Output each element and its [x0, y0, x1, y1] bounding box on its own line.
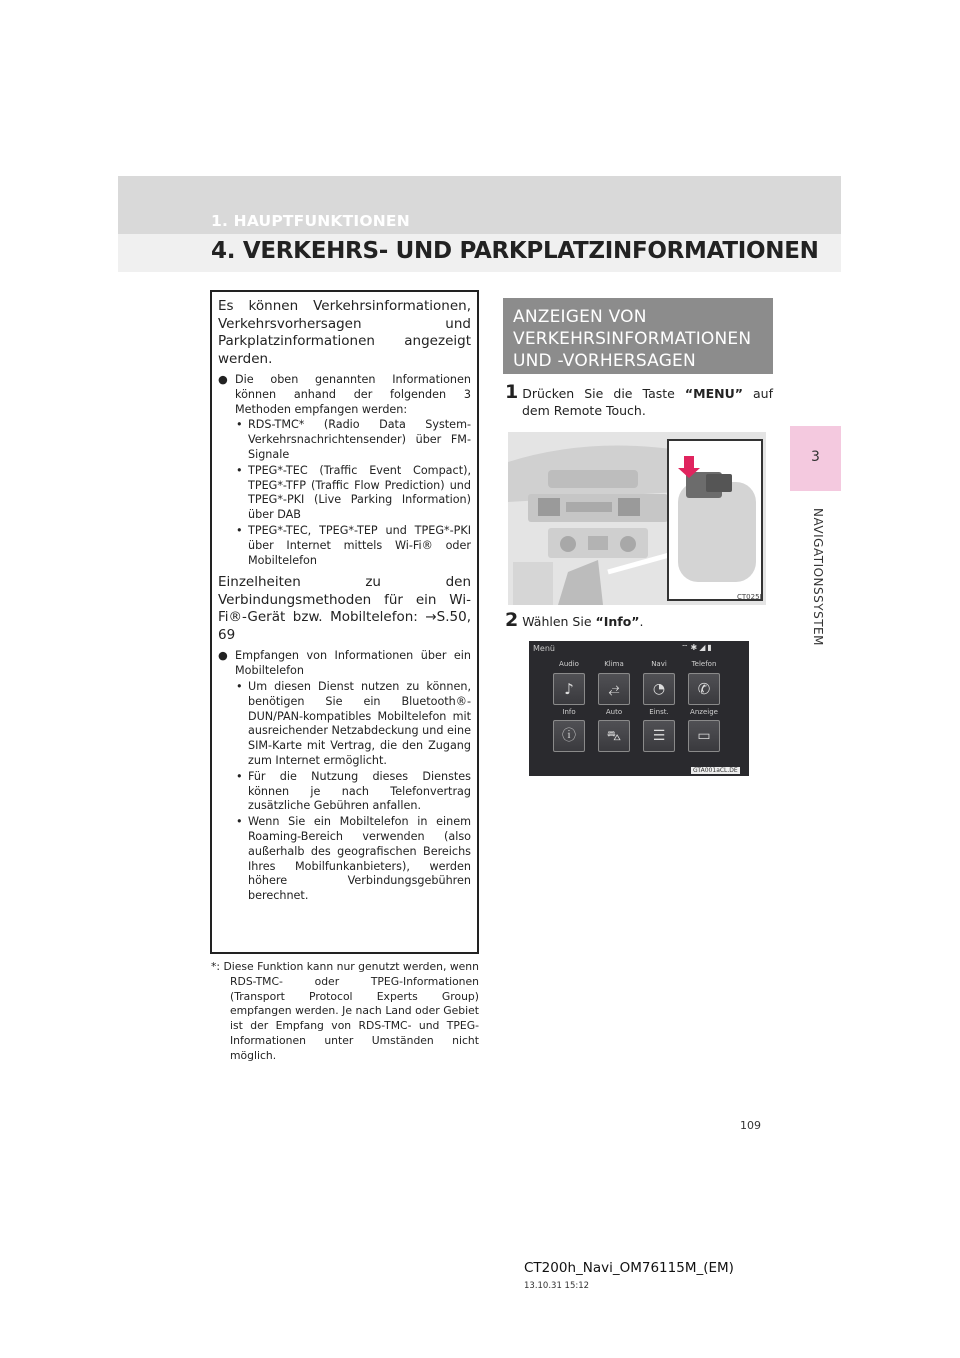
tile-label: Audio: [559, 660, 579, 668]
menu-screen: [529, 641, 749, 776]
sub-dot-icon: •: [236, 769, 243, 783]
tile-label: Anzeige: [690, 708, 718, 716]
tile-label: Navi: [651, 660, 667, 668]
info-icon: ⓘ: [562, 728, 576, 744]
sub-item: [235, 815, 471, 904]
seat-icon: ⥄: [608, 681, 620, 697]
audio-tile[interactable]: [553, 673, 585, 705]
page-title: 4. VERKEHRS- UND PARKPLATZINFORMATIONEN: [211, 238, 819, 264]
step-text: Drücken Sie die Taste: [522, 386, 685, 401]
compass-icon: ◔: [652, 681, 666, 697]
chapter-name: NAVIGATIONSSYSTEM: [811, 508, 825, 646]
section-heading-line: ANZEIGEN VON: [513, 307, 647, 327]
photo-code: CT025I: [737, 593, 762, 601]
sub-text: Um diesen Dienst nutzen zu können, benötigen Sie ein Bluetooth®-DUN/PAN-kompatibles Mobiltelefon mit ausreichender Netzabdeckung und eine SIM-Karte mit Vertrag, die den Zugang zum Internet ermöglicht.: [248, 679, 471, 767]
step-text: Wählen Sie: [522, 614, 596, 629]
car-icon: ⛍: [606, 728, 622, 744]
bullet-item: [218, 649, 471, 679]
music-note-icon: ♪: [564, 680, 574, 698]
details-reference[interactable]: Einzelheiten zu den Verbindungsmethoden für ein Wi-Fi®-Gerät bzw. Mobiltelefon: →S.50, 69: [218, 574, 471, 643]
page-number: 109: [740, 1119, 761, 1132]
sub-text: TPEG*-TEC (Traffic Event Compact), TPEG*-TFP (Traffic Flow Prediction) und TPEG*-PKI (Live Parking Information) über DAB: [248, 463, 471, 522]
settings-icon: ☰: [652, 728, 666, 744]
sub-item: [235, 464, 471, 523]
step-2: [505, 609, 644, 631]
step-key: “MENU”: [684, 386, 743, 401]
sub-dot-icon: •: [236, 463, 243, 477]
step-number: 1: [505, 381, 519, 403]
info-box: [210, 290, 479, 954]
phone-tile[interactable]: [688, 673, 720, 705]
tile-label: Auto: [605, 708, 623, 716]
sub-item: [235, 680, 471, 769]
bullet-dot-icon: ●: [218, 373, 228, 386]
info-intro: Es können Verkehrsinformationen, Verkehrsvorhersagen und Parkplatzinformationen angezeigt werden.: [218, 298, 471, 367]
dashboard-illustration: [508, 432, 766, 605]
section-heading-line: VERKEHRSINFORMATIONEN: [513, 329, 752, 349]
tile-label: Telefon: [691, 660, 717, 668]
remote-touch-photo: [508, 432, 766, 605]
sub-text: TPEG*-TEC, TPEG*-TEP und TPEG*-PKI über Internet mittels Wi-Fi® oder Mobiltelefon: [248, 523, 471, 567]
display-icon: ▭: [697, 728, 711, 744]
step-text: .: [639, 614, 644, 629]
footnote: *: Diese Funktion kann nur genutzt werden, wenn RDS-TMC- oder TPEG-Informationen (Transport Protocol Experts Group) empfangen werden. Je nach Land oder Gebiet ist der Empfang von RDS-TMC- und TPEG-Informationen unter Umständen nicht möglich.: [211, 960, 479, 1062]
sub-item: [235, 524, 471, 568]
sub-text: RDS-TMC* (Radio Data System-Verkehrsnachrichtensender) über FM-Signale: [248, 418, 471, 461]
sub-text: Für die Nutzung dieses Dienstes können je nach Telefonvertrag zusätzliche Gebühren anfallen.: [248, 769, 471, 813]
step-key: “Info”: [595, 614, 640, 629]
sub-dot-icon: •: [236, 679, 243, 693]
screen-code: GTA001aCL.DE: [693, 767, 738, 774]
bullet-dot-icon: ●: [218, 649, 228, 663]
tile-label: Einst.: [649, 708, 669, 716]
bullet-text: Die oben genannten Informationen können anhand der folgenden 3 Methoden empfangen werden:: [235, 373, 471, 416]
tile-label: Klima: [604, 660, 624, 668]
section-label: 1. HAUPTFUNKTIONEN: [211, 212, 410, 230]
sub-text: Wenn Sie ein Mobiltelefon in einem Roaming-Bereich verwenden (also außerhalb des geografischen Bereichs Ihres Mobilfunkanbieters), werden höhere Verbindungsgebühren berechnet.: [248, 815, 471, 903]
phone-icon: ✆: [697, 680, 711, 698]
car-tile[interactable]: [598, 720, 630, 752]
sub-dot-icon: •: [236, 815, 243, 829]
chapter-number: 3: [811, 449, 820, 465]
section-heading-box: [503, 298, 773, 374]
step-text: auf dem Remote Touch.: [522, 386, 773, 418]
climate-tile[interactable]: [598, 673, 630, 705]
step-1: [505, 381, 773, 419]
display-tile[interactable]: [688, 720, 720, 752]
document-id: CT200h_Navi_OM76115M_(EM): [524, 1260, 734, 1276]
status-icons: ⌔✱◢▮: [681, 643, 714, 652]
sub-item: [235, 418, 471, 462]
tile-label: Info: [562, 708, 576, 716]
sub-dot-icon: •: [236, 418, 243, 432]
bullet-text: Empfangen von Informationen über ein Mobiltelefon: [235, 649, 471, 678]
screen-title: Menü: [533, 644, 555, 653]
sub-dot-icon: •: [236, 523, 243, 537]
document-timestamp: 13.10.31 15:12: [524, 1281, 590, 1291]
navi-tile[interactable]: [643, 673, 675, 705]
step-number: 2: [505, 609, 519, 631]
settings-tile[interactable]: [643, 720, 675, 752]
sub-item: [235, 770, 471, 814]
section-heading-line: UND -VORHERSAGEN: [513, 351, 696, 371]
info-tile[interactable]: [553, 720, 585, 752]
bullet-item: [218, 373, 471, 417]
